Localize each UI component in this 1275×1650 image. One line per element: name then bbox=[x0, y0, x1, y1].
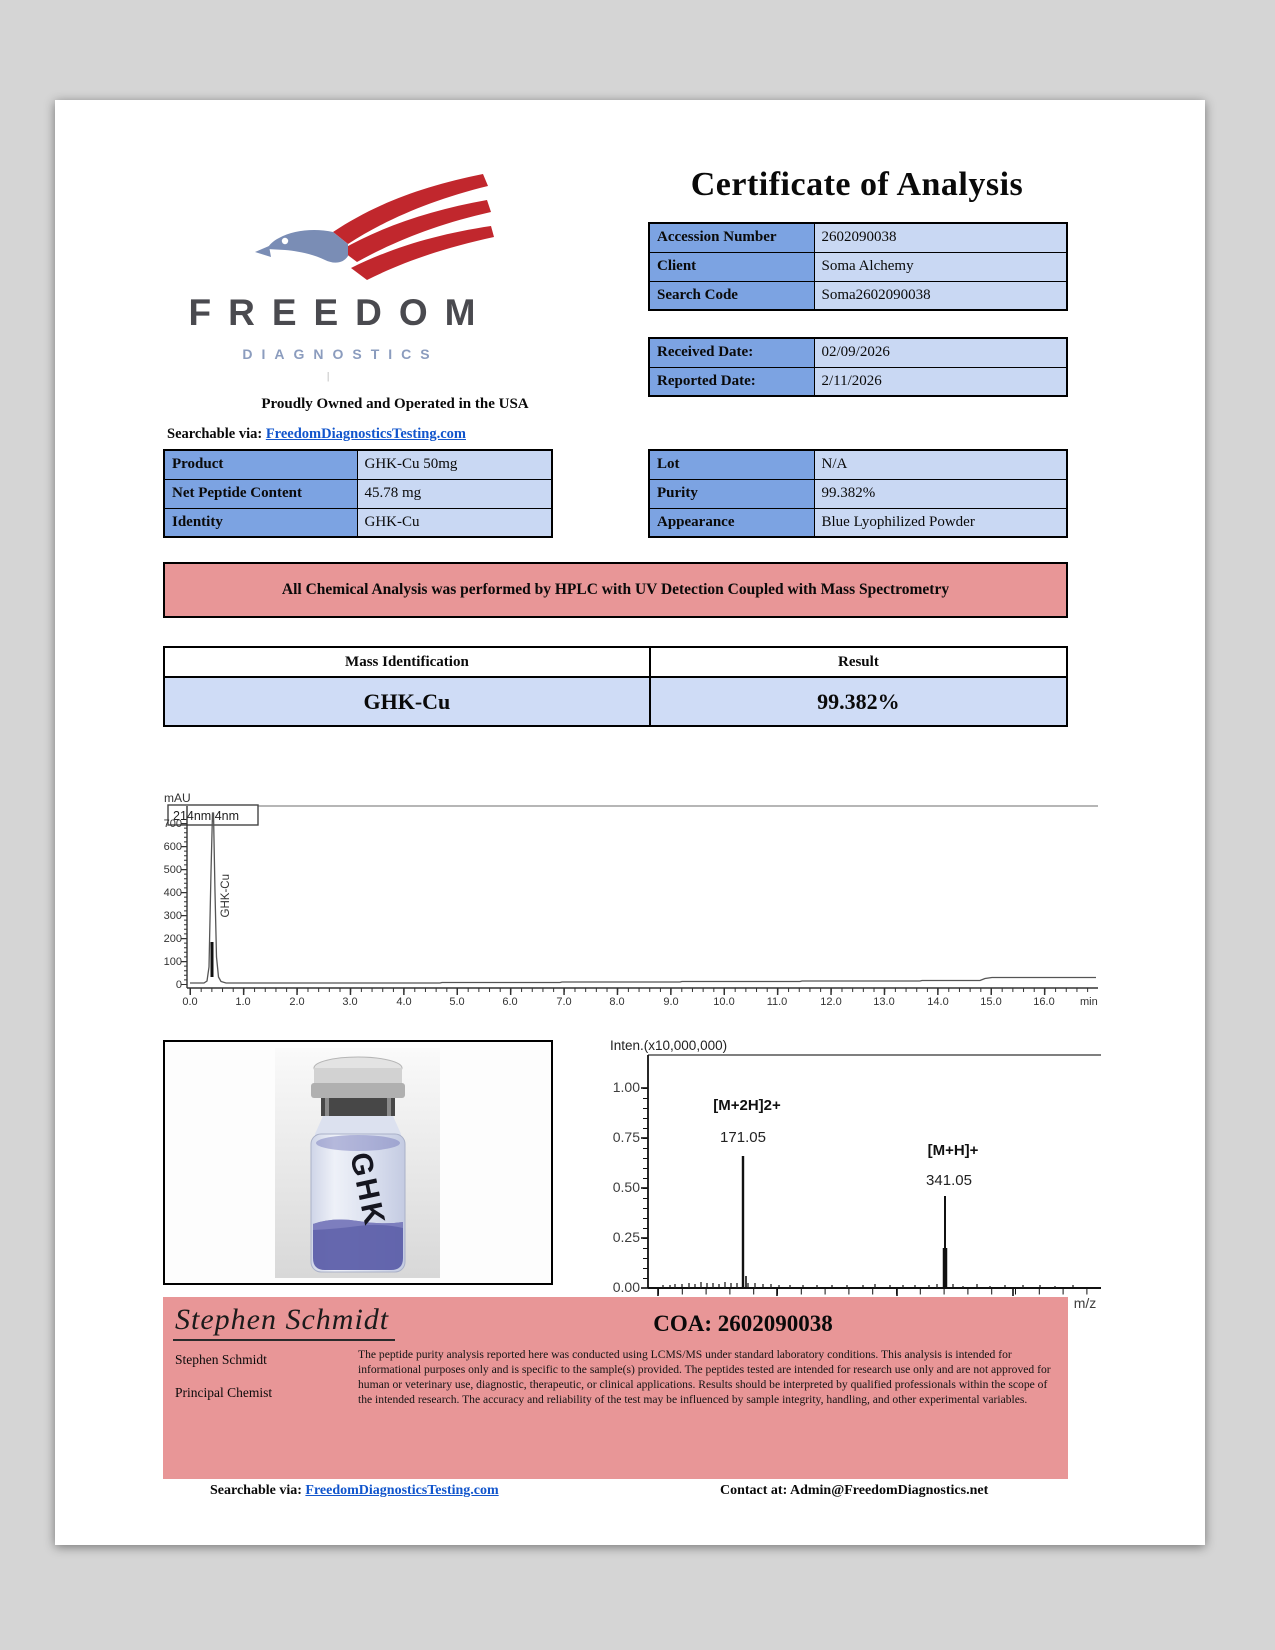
row-label: Product bbox=[164, 450, 357, 479]
logo-subword: DIAGNOSTICS bbox=[242, 346, 439, 362]
row-value: 02/09/2026 bbox=[814, 338, 1067, 367]
column-header: Mass Identification bbox=[164, 647, 650, 677]
method-banner: All Chemical Analysis was performed by HPLC with UV Detection Coupled with Mass Spectrometry bbox=[163, 562, 1068, 618]
tick-label: 700 bbox=[163, 818, 182, 830]
tick-label: 100 bbox=[163, 956, 182, 968]
tick-label: 3.0 bbox=[342, 996, 358, 1008]
tick-label: 9.0 bbox=[663, 996, 679, 1008]
row-label: Search Code bbox=[649, 281, 814, 310]
footer-contact: Contact at: Admin@FreedomDiagnostics.net bbox=[720, 1483, 989, 1498]
table-row bbox=[649, 252, 1067, 281]
table-row bbox=[164, 677, 1067, 726]
searchable-via-line bbox=[167, 426, 466, 443]
table-row bbox=[649, 508, 1067, 537]
tick-label: 14.0 bbox=[927, 996, 949, 1008]
product-table bbox=[163, 449, 553, 538]
tick-label: 16.0 bbox=[1033, 996, 1055, 1008]
table-row bbox=[164, 479, 552, 508]
table-row bbox=[649, 450, 1067, 479]
eagle-eye-icon bbox=[282, 238, 288, 244]
accession-table bbox=[648, 222, 1068, 311]
tick-label: 6.0 bbox=[502, 996, 518, 1008]
disclaimer-text: The peptide purity analysis reported here was conducted using LCMS/MS under standard laboratory conditions. This analysis is intended for informational purposes only and is specific to the sample(s) provided. The peptides tested are intended for research use only and are not approved for human or veterinary use, diagnostic, therapeutic, or clinical applications. Results should be interpreted by qualified professionals within the scope of the intended research. The accuracy and reliability of the test may be influenced by sample integrity, handling, and other experimental variables. bbox=[358, 1348, 1051, 1407]
tick-label: 0.0 bbox=[182, 996, 198, 1008]
row-value: GHK-Cu 50mg bbox=[357, 450, 552, 479]
x-axis-title: min bbox=[1080, 996, 1098, 1008]
vial-cap-skirt bbox=[311, 1083, 405, 1098]
eagle-head-icon bbox=[267, 230, 348, 263]
table-row bbox=[649, 223, 1067, 252]
row-value: GHK-Cu bbox=[357, 508, 552, 537]
crimp-notch bbox=[325, 1098, 329, 1116]
table-row bbox=[649, 367, 1067, 396]
row-label: Lot bbox=[649, 450, 814, 479]
tick-label: 1.0 bbox=[235, 996, 251, 1008]
tick-label: 1.00 bbox=[612, 1079, 640, 1095]
y-axis-tick-labels bbox=[613, 1079, 640, 1295]
footer-searchable-label: Searchable via: bbox=[210, 1483, 302, 1498]
tick-label: 4.0 bbox=[396, 996, 412, 1008]
column-header: Result bbox=[650, 647, 1067, 677]
tick-label: 11.0 bbox=[766, 996, 788, 1008]
ion-label: [M+2H]2+ bbox=[713, 1097, 781, 1114]
row-label: Appearance bbox=[649, 508, 814, 537]
y-axis-title: Inten.(x10,000,000) bbox=[610, 1038, 728, 1053]
tick-label: 2.0 bbox=[289, 996, 305, 1008]
table-row bbox=[649, 338, 1067, 367]
mz-value: 171.05 bbox=[720, 1129, 766, 1146]
chemist-role: Principal Chemist bbox=[175, 1385, 273, 1400]
tick-label: 15.0 bbox=[980, 996, 1002, 1008]
row-value: 99.382% bbox=[814, 479, 1067, 508]
footer-searchable-line bbox=[210, 1483, 499, 1499]
searchable-link[interactable]: FreedomDiagnosticsTesting.com bbox=[265, 426, 466, 442]
tick-label: 0.50 bbox=[612, 1179, 640, 1195]
table-row bbox=[164, 508, 552, 537]
freedom-diagnostics-logo bbox=[245, 170, 495, 300]
chemist-name: Stephen Schmidt bbox=[175, 1352, 267, 1367]
coa-number: COA: 2602090038 bbox=[653, 1311, 833, 1336]
x-major-ticks bbox=[658, 1288, 1013, 1296]
footer-searchable-link[interactable]: FreedomDiagnosticsTesting.com bbox=[305, 1483, 499, 1498]
table-row bbox=[649, 281, 1067, 310]
row-value: Blue Lyophilized Powder bbox=[814, 508, 1067, 537]
detector-label: 214nm,4nm bbox=[173, 809, 240, 823]
scan-artifact-mark: | bbox=[327, 370, 330, 382]
document-page bbox=[55, 100, 1205, 1545]
tick-label: 10.0 bbox=[713, 996, 735, 1008]
tick-label: 13.0 bbox=[873, 996, 895, 1008]
mass-id-value: GHK-Cu bbox=[164, 677, 650, 726]
table-header-row bbox=[164, 647, 1067, 677]
y-axis-title: mAU bbox=[164, 791, 191, 805]
tick-label: 7.0 bbox=[556, 996, 572, 1008]
vial-handwritten-label: GHK bbox=[343, 1149, 392, 1231]
x-axis-title: m/z bbox=[1073, 1295, 1097, 1310]
searchable-label: Searchable via: bbox=[167, 426, 263, 442]
vial-cap-side bbox=[314, 1068, 402, 1084]
tick-label: 0.75 bbox=[612, 1129, 640, 1145]
tick-label: 0.25 bbox=[612, 1229, 640, 1245]
row-value: 2602090038 bbox=[814, 223, 1067, 252]
row-label: Accession Number bbox=[649, 223, 814, 252]
specs-table bbox=[648, 449, 1068, 538]
tick-label: 300 bbox=[163, 910, 182, 922]
tick-label: 500 bbox=[163, 864, 182, 876]
mz-value: 341.05 bbox=[926, 1172, 972, 1189]
tick-label: 12.0 bbox=[820, 996, 842, 1008]
signature: Stephen Schmidt bbox=[173, 1303, 395, 1341]
chromatogram-trace bbox=[190, 813, 1096, 983]
tick-label: 0 bbox=[175, 979, 182, 991]
tick-label: 200 bbox=[163, 933, 182, 945]
blue-residue bbox=[316, 1135, 400, 1151]
dates-table bbox=[648, 337, 1068, 397]
row-value: Soma2602090038 bbox=[814, 281, 1067, 310]
result-value: 99.382% bbox=[650, 677, 1067, 726]
logo-wordmark: FREEDOM bbox=[188, 292, 493, 333]
ion-label: [M+H]+ bbox=[927, 1142, 979, 1159]
y-axis-tick-labels bbox=[164, 818, 182, 991]
tick-label: 600 bbox=[163, 841, 182, 853]
signature-block bbox=[163, 1297, 1068, 1479]
row-value: Soma Alchemy bbox=[814, 252, 1067, 281]
row-value: N/A bbox=[814, 450, 1067, 479]
peak-label: GHK-Cu bbox=[220, 874, 232, 918]
x-axis-tick-labels bbox=[182, 996, 1054, 1008]
tick-label: 400 bbox=[163, 887, 182, 899]
row-label: Purity bbox=[649, 479, 814, 508]
mass-identification-table bbox=[163, 646, 1068, 727]
table-row bbox=[164, 450, 552, 479]
vial-photo-box bbox=[163, 1040, 553, 1285]
row-label: Reported Date: bbox=[649, 367, 814, 396]
row-label: Received Date: bbox=[649, 338, 814, 367]
row-value: 2/11/2026 bbox=[814, 367, 1067, 396]
crimp-notch bbox=[387, 1098, 391, 1116]
tick-label: 5.0 bbox=[449, 996, 465, 1008]
row-value: 45.78 mg bbox=[357, 479, 552, 508]
row-label: Net Peptide Content bbox=[164, 479, 357, 508]
mass-spectrum bbox=[585, 1010, 1105, 1310]
tick-label: 8.0 bbox=[609, 996, 625, 1008]
table-row bbox=[649, 479, 1067, 508]
vial-photo bbox=[165, 1042, 551, 1283]
row-label: Identity bbox=[164, 508, 357, 537]
vial-crimp bbox=[321, 1098, 395, 1116]
hplc-chromatogram bbox=[140, 752, 1105, 1012]
tick-label: 0.00 bbox=[612, 1279, 640, 1295]
page-title: Certificate of Analysis bbox=[690, 166, 1024, 203]
row-label: Client bbox=[649, 252, 814, 281]
tagline: Proudly Owned and Operated in the USA bbox=[261, 396, 529, 412]
